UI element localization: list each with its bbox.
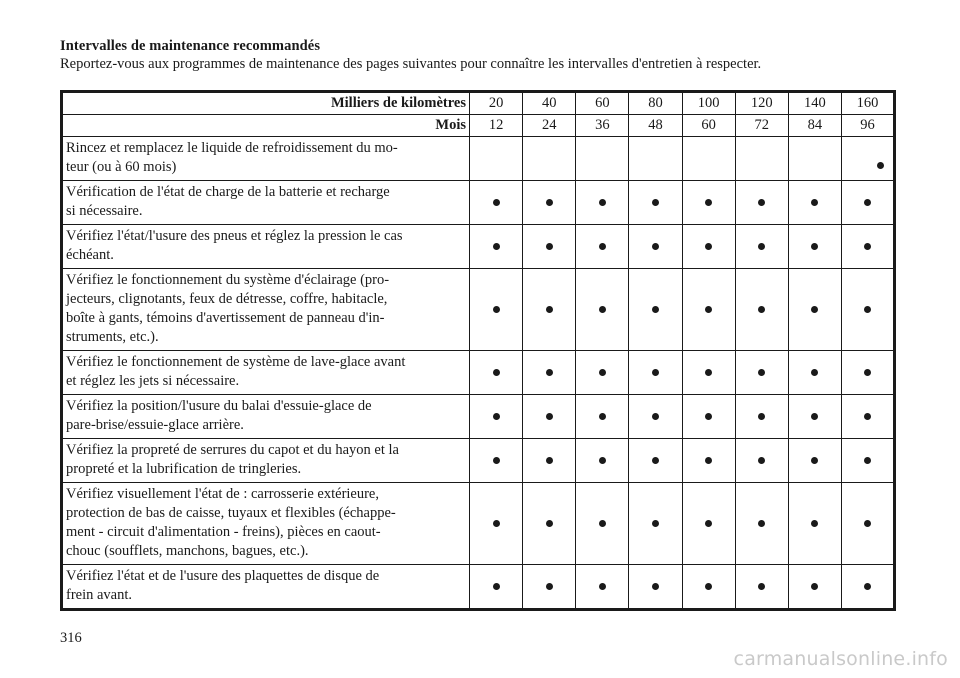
- task-text-line: Vérifiez la propreté de serrures du capot et du hayon et la: [66, 442, 399, 458]
- bullet-icon: [599, 457, 606, 464]
- task-text-line: struments, etc.).: [66, 329, 159, 345]
- interval-cell: [523, 351, 576, 395]
- interval-cell: [470, 565, 523, 610]
- task-text-line: chouc (soufflets, manchons, bagues, etc.).: [66, 543, 309, 559]
- bullet-icon: [493, 520, 500, 527]
- task-text-line: jecteurs, clignotants, feux de détresse, coffre, habitacle,: [66, 291, 388, 307]
- interval-cell: [523, 395, 576, 439]
- interval-cell: [788, 181, 841, 225]
- task-description: [62, 351, 470, 395]
- interval-cell: [788, 269, 841, 351]
- interval-cell: [682, 181, 735, 225]
- interval-cell: [629, 439, 682, 483]
- bullet-icon: [811, 306, 818, 313]
- bullet-icon: [652, 243, 659, 250]
- section-heading: Intervalles de maintenance recommandés: [60, 38, 321, 54]
- bullet-icon: [652, 520, 659, 527]
- interval-cell: [629, 181, 682, 225]
- months-value: 24: [523, 115, 576, 137]
- interval-cell: [470, 395, 523, 439]
- table-row: [62, 395, 895, 439]
- interval-cell: [682, 351, 735, 395]
- bullet-icon: [599, 583, 606, 590]
- interval-cell: [788, 137, 841, 181]
- interval-cell: [576, 225, 629, 269]
- bullet-icon: [599, 199, 606, 206]
- interval-cell: [576, 137, 629, 181]
- months-value: 60: [682, 115, 735, 137]
- interval-cell: [470, 181, 523, 225]
- bullet-icon: [546, 583, 553, 590]
- task-text-line: si nécessaire.: [66, 203, 143, 219]
- interval-cell: [576, 483, 629, 565]
- task-text-line: boîte à gants, témoins d'avertissement de panneau d'in-: [66, 310, 385, 326]
- interval-cell: [470, 351, 523, 395]
- bullet-icon: [546, 413, 553, 420]
- interval-cell: [629, 351, 682, 395]
- interval-cell: [523, 439, 576, 483]
- interval-cell: [735, 269, 788, 351]
- bullet-icon: [811, 413, 818, 420]
- bullet-icon: [864, 306, 871, 313]
- interval-cell: [735, 137, 788, 181]
- task-text-line: Vérifiez l'état/l'usure des pneus et réglez la pression le cas: [66, 228, 403, 244]
- km-value: 60: [576, 92, 629, 115]
- task-text-line: propreté et la lubrification de tringleries.: [66, 461, 302, 477]
- interval-cell: [470, 439, 523, 483]
- bullet-icon: [811, 369, 818, 376]
- interval-cell: [788, 395, 841, 439]
- bullet-icon: [758, 243, 765, 250]
- km-value: 140: [788, 92, 841, 115]
- km-value: 160: [841, 92, 894, 115]
- bullet-icon: [546, 199, 553, 206]
- interval-cell: [629, 565, 682, 610]
- interval-cell: [629, 269, 682, 351]
- interval-cell: [470, 225, 523, 269]
- bullet-icon: [652, 413, 659, 420]
- bullet-icon: [599, 306, 606, 313]
- km-header-row: [62, 92, 895, 115]
- km-value: 40: [523, 92, 576, 115]
- bullet-icon: [864, 369, 871, 376]
- task-description: [62, 269, 470, 351]
- bullet-icon: [493, 413, 500, 420]
- km-label: Milliers de kilomètres: [62, 92, 470, 115]
- bullet-icon: [546, 520, 553, 527]
- interval-cell: [682, 137, 735, 181]
- bullet-icon: [493, 199, 500, 206]
- interval-cell: [576, 439, 629, 483]
- bullet-icon: [864, 413, 871, 420]
- task-description: [62, 225, 470, 269]
- table-row: [62, 225, 895, 269]
- task-description: [62, 565, 470, 610]
- interval-cell: [841, 395, 894, 439]
- bullet-icon: [493, 583, 500, 590]
- interval-cell: [523, 181, 576, 225]
- task-description: [62, 439, 470, 483]
- bullet-icon: [546, 306, 553, 313]
- interval-cell: [682, 439, 735, 483]
- months-value: 72: [735, 115, 788, 137]
- task-text-line: protection de bas de caisse, tuyaux et flexibles (échappe-: [66, 505, 396, 521]
- months-value: 96: [841, 115, 894, 137]
- interval-cell: [470, 483, 523, 565]
- task-text-line: Rincez et remplacez le liquide de refroidissement du mo-: [66, 140, 398, 156]
- bullet-icon: [811, 199, 818, 206]
- interval-cell: [576, 269, 629, 351]
- bullet-icon: [705, 520, 712, 527]
- bullet-icon: [811, 243, 818, 250]
- interval-cell: [788, 225, 841, 269]
- task-description: [62, 483, 470, 565]
- interval-cell: [841, 181, 894, 225]
- page-number: 316: [60, 630, 82, 646]
- table-row: [62, 439, 895, 483]
- interval-cell: [841, 483, 894, 565]
- interval-cell: [682, 395, 735, 439]
- interval-cell: [735, 439, 788, 483]
- interval-cell: [576, 351, 629, 395]
- bullet-icon: [599, 520, 606, 527]
- task-text-line: teur (ou à 60 mois): [66, 159, 177, 175]
- interval-cell: [576, 565, 629, 610]
- bullet-icon: [705, 583, 712, 590]
- months-value: 12: [470, 115, 523, 137]
- interval-cell: [788, 483, 841, 565]
- bullet-icon: [864, 583, 871, 590]
- bullet-icon: [705, 413, 712, 420]
- bullet-icon: [493, 369, 500, 376]
- task-text-line: Vérifiez visuellement l'état de : carrosserie extérieure,: [66, 486, 379, 502]
- maintenance-schedule-table: [60, 90, 896, 611]
- interval-cell: [629, 395, 682, 439]
- table-row: [62, 137, 895, 181]
- months-value: 84: [788, 115, 841, 137]
- months-label: Mois: [62, 115, 470, 137]
- task-text-line: pare-brise/essuie-glace arrière.: [66, 417, 244, 433]
- interval-cell: [735, 395, 788, 439]
- bullet-icon: [758, 413, 765, 420]
- task-text-line: Vérification de l'état de charge de la batterie et recharge: [66, 184, 390, 200]
- schedule-rows: [62, 137, 895, 610]
- km-value: 80: [629, 92, 682, 115]
- interval-cell: [735, 225, 788, 269]
- months-header-row: [62, 115, 895, 137]
- interval-cell: [470, 137, 523, 181]
- bullet-icon: [652, 306, 659, 313]
- interval-cell: [523, 225, 576, 269]
- bullet-icon: [877, 162, 884, 169]
- bullet-icon: [599, 413, 606, 420]
- interval-cell: [523, 137, 576, 181]
- bullet-icon: [652, 457, 659, 464]
- interval-cell: [629, 137, 682, 181]
- interval-cell: [841, 565, 894, 610]
- km-value: 100: [682, 92, 735, 115]
- interval-cell: [682, 483, 735, 565]
- bullet-icon: [758, 520, 765, 527]
- interval-cell: [629, 225, 682, 269]
- interval-cell: [735, 483, 788, 565]
- task-description: [62, 395, 470, 439]
- bullet-icon: [758, 199, 765, 206]
- months-value: 36: [576, 115, 629, 137]
- interval-cell: [735, 181, 788, 225]
- bullet-icon: [599, 369, 606, 376]
- bullet-icon: [546, 369, 553, 376]
- task-text-line: Vérifiez l'état et de l'usure des plaquettes de disque de: [66, 568, 380, 584]
- bullet-icon: [758, 457, 765, 464]
- table-row: [62, 565, 895, 610]
- bullet-icon: [811, 457, 818, 464]
- task-description: [62, 137, 470, 181]
- interval-cell: [576, 181, 629, 225]
- bullet-icon: [705, 306, 712, 313]
- bullet-icon: [758, 369, 765, 376]
- task-text-line: Vérifiez le fonctionnement du système d'éclairage (pro-: [66, 272, 390, 288]
- bullet-icon: [546, 457, 553, 464]
- interval-cell: [682, 269, 735, 351]
- bullet-icon: [864, 243, 871, 250]
- km-value: 20: [470, 92, 523, 115]
- interval-cell: [682, 565, 735, 610]
- bullet-icon: [864, 457, 871, 464]
- km-value: 120: [735, 92, 788, 115]
- bullet-icon: [705, 199, 712, 206]
- task-text-line: ment - circuit d'alimentation - freins), pièces en caout-: [66, 524, 381, 540]
- interval-cell: [682, 225, 735, 269]
- table-row: [62, 269, 895, 351]
- interval-cell: [470, 269, 523, 351]
- interval-cell: [841, 137, 894, 181]
- interval-cell: [523, 483, 576, 565]
- bullet-icon: [811, 583, 818, 590]
- interval-cell: [841, 439, 894, 483]
- task-text-line: échéant.: [66, 247, 114, 263]
- table-row: [62, 483, 895, 565]
- interval-cell: [523, 269, 576, 351]
- interval-cell: [788, 351, 841, 395]
- interval-cell: [576, 395, 629, 439]
- interval-cell: [841, 269, 894, 351]
- table-row: [62, 351, 895, 395]
- bullet-icon: [864, 520, 871, 527]
- interval-cell: [735, 565, 788, 610]
- interval-cell: [735, 351, 788, 395]
- task-description: [62, 181, 470, 225]
- table-row: [62, 181, 895, 225]
- interval-cell: [629, 483, 682, 565]
- bullet-icon: [758, 306, 765, 313]
- interval-cell: [523, 565, 576, 610]
- watermark-text: carmanualsonline.info: [733, 648, 948, 670]
- interval-cell: [788, 565, 841, 610]
- bullet-icon: [705, 369, 712, 376]
- task-text-line: frein avant.: [66, 587, 133, 603]
- bullet-icon: [864, 199, 871, 206]
- bullet-icon: [811, 520, 818, 527]
- months-value: 48: [629, 115, 682, 137]
- task-text-line: Vérifiez la position/l'usure du balai d'essuie-glace de: [66, 398, 372, 414]
- bullet-icon: [705, 457, 712, 464]
- task-text-line: et réglez les jets si nécessaire.: [66, 373, 240, 389]
- bullet-icon: [652, 199, 659, 206]
- interval-cell: [841, 225, 894, 269]
- bullet-icon: [493, 457, 500, 464]
- interval-cell: [841, 351, 894, 395]
- bullet-icon: [493, 243, 500, 250]
- bullet-icon: [652, 369, 659, 376]
- task-text-line: Vérifiez le fonctionnement de système de lave-glace avant: [66, 354, 406, 370]
- bullet-icon: [546, 243, 553, 250]
- bullet-icon: [599, 243, 606, 250]
- intro-text: Reportez-vous aux programmes de maintenance des pages suivantes pour connaître les intervalles d'entretien à respecter.: [60, 56, 762, 72]
- bullet-icon: [493, 306, 500, 313]
- bullet-icon: [652, 583, 659, 590]
- interval-cell: [788, 439, 841, 483]
- bullet-icon: [705, 243, 712, 250]
- bullet-icon: [758, 583, 765, 590]
